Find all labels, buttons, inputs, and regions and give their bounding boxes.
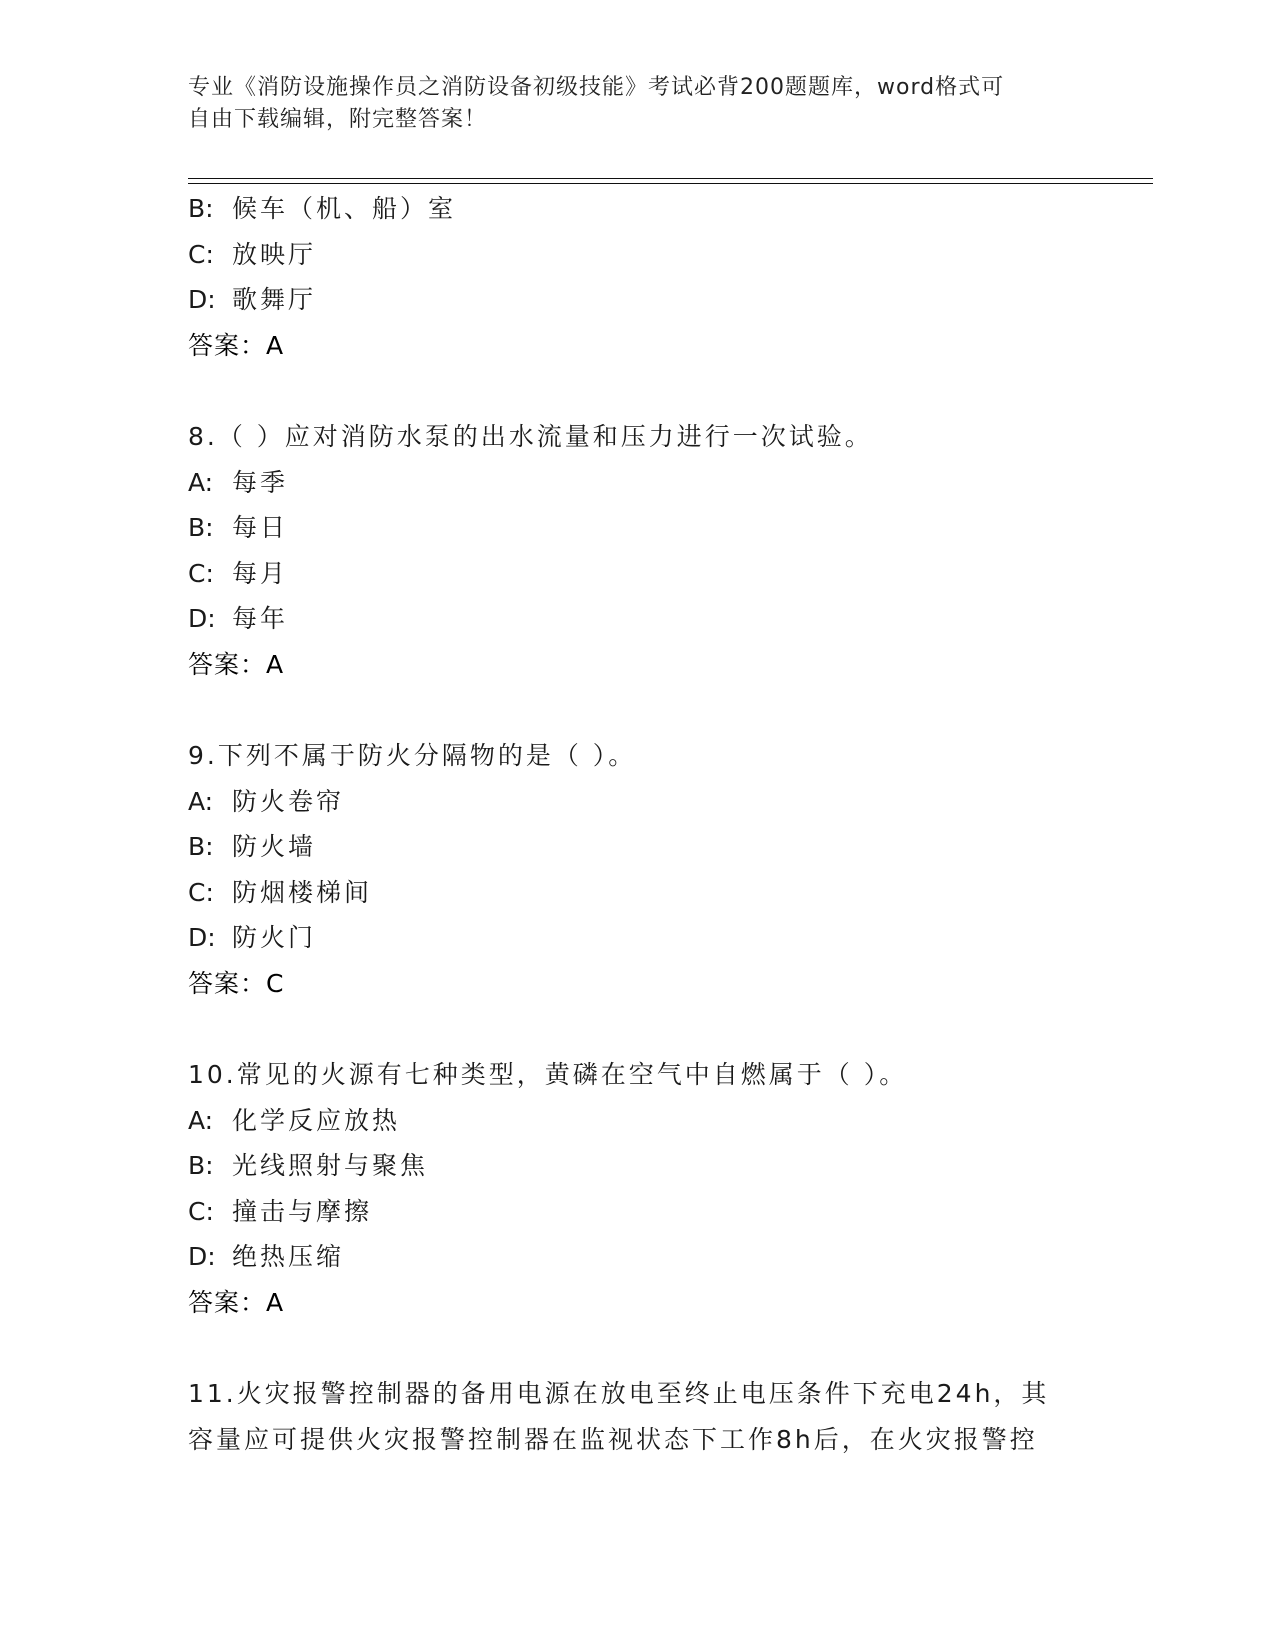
header-rule-bottom [188,183,1153,184]
question-stem-line-1: 11.火灾报警控制器的备用电源在放电至终止电压条件下充电24h，其 [188,1379,1050,1408]
answer-line: 答案：C [188,968,285,998]
option-b: B: 候车（机、船）室 [188,194,457,223]
option-a: A: 化学反应放热 [188,1105,401,1135]
question-stem: 8.（ ）应对消防水泵的出水流量和压力进行一次试验。 [188,422,873,451]
question-9 [188,733,1088,1006]
option-d: D: 歌舞厅 [188,285,317,314]
question-list [188,186,1088,1462]
option-d: D: 防火门 [188,923,317,952]
option-d: D: 每年 [188,604,289,633]
option-d: D: 绝热压缩 [188,1242,345,1271]
question-stem-line-2: 容量应可提供火灾报警控制器在监视状态下工作8h后，在火灾报警控 [188,1424,1038,1454]
option-b: B: 每日 [188,513,289,542]
header-line-2: 自由下载编辑，附完整答案！ [188,107,488,132]
question-7-continued [188,186,1088,368]
question-8 [188,414,1088,687]
question-stem: 9.下列不属于防火分隔物的是（ ）。 [188,741,637,770]
option-a: A: 防火卷帘 [188,786,345,816]
option-c: C: 防烟楼梯间 [188,877,373,907]
document-header [188,72,1068,136]
question-10 [188,1052,1088,1325]
answer-line: 答案：A [188,1287,285,1317]
header-rule-top [188,178,1153,179]
option-b: B: 光线照射与聚焦 [188,1151,429,1180]
option-c: C: 放映厅 [188,239,317,269]
option-c: C: 每月 [188,558,289,588]
question-stem: 10.常见的火源有七种类型，黄磷在空气中自燃属于（ ）。 [188,1060,908,1089]
question-11 [188,1371,1088,1462]
answer-line: 答案：A [188,649,285,679]
option-c: C: 撞击与摩擦 [188,1196,373,1226]
option-b: B: 防火墙 [188,832,317,861]
answer-line: 答案：A [188,330,285,360]
option-a: A: 每季 [188,467,289,497]
header-line-1: 专业《消防设施操作员之消防设备初级技能》考试必背200题题库，word格式可 [188,75,1005,100]
